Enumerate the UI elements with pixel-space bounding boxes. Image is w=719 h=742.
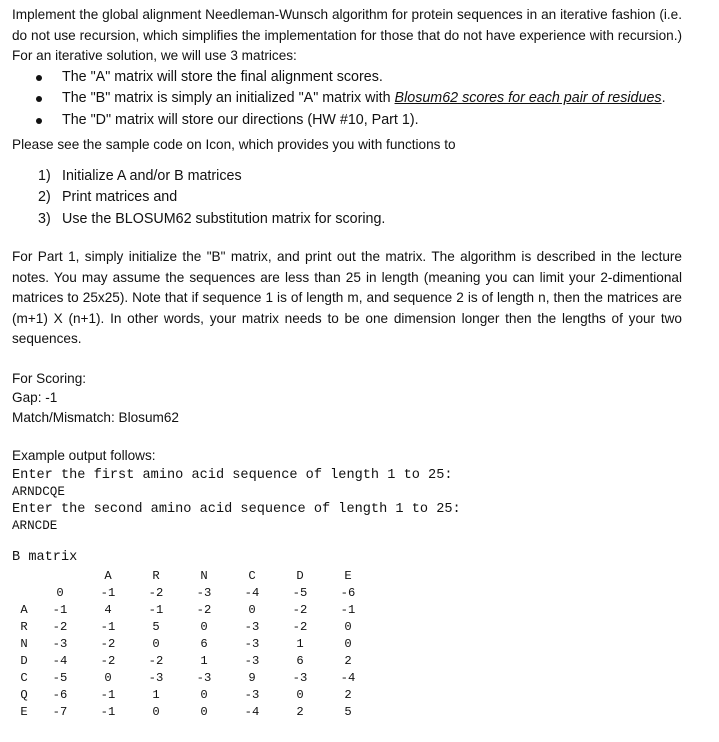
- matrix-column-header: C: [248, 568, 256, 583]
- scoring-section: [12, 369, 682, 428]
- matrix-row-label: R: [20, 619, 28, 634]
- matrix-cell: -7: [52, 704, 68, 719]
- matrix-cell: -1: [340, 602, 356, 617]
- step-text: Print matrices and: [62, 189, 178, 205]
- matrix-cell: -2: [196, 602, 212, 617]
- matrix-cell: 0: [200, 619, 208, 634]
- example-prompt-1: Enter the first amino acid sequence of length 1 to 25:: [12, 467, 453, 483]
- example-section: [12, 446, 682, 535]
- intro-paragraph: Implement the global alignment Needleman-Wunsch algorithm for protein sequences in an iterative fashion (i.e. do not use recursion, which simplifies the implementation for those that do not have experience with recursion.) For an iterative solution, we will use 3 matrices:: [12, 7, 682, 63]
- matrix-gap-column-header: [36, 568, 84, 585]
- matrix-bullet-list: [12, 67, 682, 132]
- matrix-cell: -2: [100, 636, 116, 651]
- matrix-cell: 1: [200, 653, 208, 668]
- step-number: 3): [38, 210, 51, 227]
- bullet-b-prefix: The "B" matrix is simply an initialized "A" matrix with: [62, 90, 395, 106]
- matrix-cell: -3: [292, 670, 308, 685]
- step-number: 1): [38, 167, 51, 184]
- matrix-column-header: N: [200, 568, 208, 583]
- step-item: [12, 209, 682, 231]
- matrix-cell: 6: [200, 636, 208, 651]
- b-matrix-table: [12, 568, 372, 721]
- matrix-cell: -4: [244, 704, 260, 719]
- matrix-row-label: N: [20, 636, 28, 651]
- matrix-cell: 5: [152, 619, 160, 634]
- matrix-cell: 0: [200, 687, 208, 702]
- matrix-cell: -2: [52, 619, 68, 634]
- blosum62-link[interactable]: Blosum62 scores for each pair of residues: [394, 90, 662, 106]
- bullet-b-suffix: .: [661, 90, 666, 106]
- matrix-cell: -2: [292, 602, 308, 617]
- matrix-cell: -3: [196, 670, 212, 685]
- example-sequence-2: ARNCDE: [12, 518, 58, 533]
- bullet-d-matrix: The "D" matrix will store our directions (HW #10, Part 1).: [12, 110, 682, 132]
- matrix-cell: -1: [148, 602, 164, 617]
- matrix-row: [12, 602, 372, 619]
- sample-code-paragraph: Please see the sample code on Icon, which provides you with functions to: [12, 137, 456, 152]
- b-matrix-title: B matrix: [12, 549, 78, 565]
- matrix-row: [12, 670, 372, 687]
- example-prompt-2: Enter the second amino acid sequence of length 1 to 25:: [12, 501, 461, 517]
- matrix-cell: 0: [104, 670, 112, 685]
- matrix-cell: 1: [296, 636, 304, 651]
- matrix-cell: 0: [296, 687, 304, 702]
- matrix-row-label: A: [20, 602, 28, 617]
- matrix-row: [12, 636, 372, 653]
- matrix-row: [12, 619, 372, 636]
- function-steps-list: [12, 166, 682, 231]
- matrix-column-header: D: [296, 568, 304, 583]
- matrix-row-label: Q: [20, 687, 28, 702]
- matrix-column-header: A: [104, 568, 112, 583]
- example-title: Example output follows:: [12, 448, 156, 463]
- matrix-cell: 2: [296, 704, 304, 719]
- matrix-cell: 0: [56, 585, 64, 600]
- step-text: Initialize A and/or B matrices: [62, 167, 242, 184]
- matrix-cell: 5: [344, 704, 352, 719]
- bullet-b-matrix: [12, 88, 682, 110]
- matrix-cell: -6: [340, 585, 356, 600]
- matrix-row-label: E: [20, 704, 28, 719]
- matrix-row: [12, 704, 372, 721]
- matrix-cell: -6: [52, 687, 68, 702]
- matrix-cell: 9: [248, 670, 256, 685]
- step-item: [12, 187, 682, 209]
- matrix-corner: [12, 568, 36, 585]
- matrix-cell: -2: [100, 653, 116, 668]
- matrix-cell: -1: [100, 704, 116, 719]
- matrix-column-header: R: [152, 568, 160, 583]
- matrix-cell: -2: [148, 653, 164, 668]
- matrix-cell: -2: [292, 619, 308, 634]
- matrix-cell: -3: [244, 687, 260, 702]
- matrix-cell: -2: [148, 585, 164, 600]
- matrix-cell: -5: [292, 585, 308, 600]
- example-sequence-1: ARNDCQE: [12, 484, 65, 499]
- bullet-a-matrix: The "A" matrix will store the final alignment scores.: [12, 67, 682, 89]
- matrix-cell: -1: [52, 602, 68, 617]
- scoring-gap: Gap: -1: [12, 390, 58, 405]
- matrix-cell: 2: [344, 653, 352, 668]
- matrix-cell: 1: [152, 687, 160, 702]
- b-matrix-body: [12, 568, 372, 721]
- matrix-cell: 0: [200, 704, 208, 719]
- step-item: [12, 166, 682, 188]
- matrix-cell: -1: [100, 585, 116, 600]
- matrix-cell: -1: [100, 687, 116, 702]
- step-number: 2): [38, 189, 51, 205]
- matrix-cell: -4: [52, 653, 68, 668]
- matrix-cell: -3: [244, 653, 260, 668]
- assignment-document: [12, 5, 682, 721]
- matrix-row: [12, 585, 372, 602]
- scoring-match: Match/Mismatch: Blosum62: [12, 409, 179, 425]
- matrix-cell: -4: [340, 670, 356, 685]
- matrix-row: [12, 653, 372, 670]
- matrix-cell: 4: [104, 602, 112, 617]
- matrix-cell: -3: [52, 636, 68, 651]
- matrix-cell: 0: [344, 636, 352, 651]
- matrix-cell: -3: [244, 619, 260, 634]
- part1-paragraph: For Part 1, simply initialize the "B" matrix, and print out the matrix. The algorithm is described in the lecture notes. You may assume the sequences are less than 25 in length (meaning you can limit your 2-dimentional matrices to 25x25). Note that if sequence 1 is of length m, and sequence 2 is of length n, then the matrices are (m+1) X (n+1). In other words, your matrix needs to be one dimension longer then the lengths of your two sequences.: [12, 249, 682, 346]
- matrix-row-label: C: [20, 670, 28, 685]
- matrix-cell: 0: [152, 704, 160, 719]
- matrix-cell: -3: [244, 636, 260, 651]
- matrix-cell: 6: [296, 653, 304, 668]
- matrix-cell: -4: [244, 585, 260, 600]
- matrix-cell: -3: [148, 670, 164, 685]
- matrix-cell: -3: [196, 585, 212, 600]
- matrix-cell: -1: [100, 619, 116, 634]
- scoring-title: For Scoring:: [12, 370, 87, 386]
- matrix-row-label: [12, 585, 36, 602]
- matrix-cell: 0: [344, 619, 352, 634]
- matrix-cell: 0: [152, 636, 160, 651]
- matrix-header-row: [12, 568, 372, 585]
- matrix-cell: 2: [344, 687, 352, 702]
- matrix-cell: 0: [248, 602, 256, 617]
- matrix-cell: -5: [52, 670, 68, 685]
- matrix-column-header: E: [344, 568, 352, 583]
- step-text: Use the BLOSUM62 substitution matrix for scoring.: [62, 210, 386, 227]
- matrix-row: [12, 687, 372, 704]
- matrix-row-label: D: [20, 653, 28, 668]
